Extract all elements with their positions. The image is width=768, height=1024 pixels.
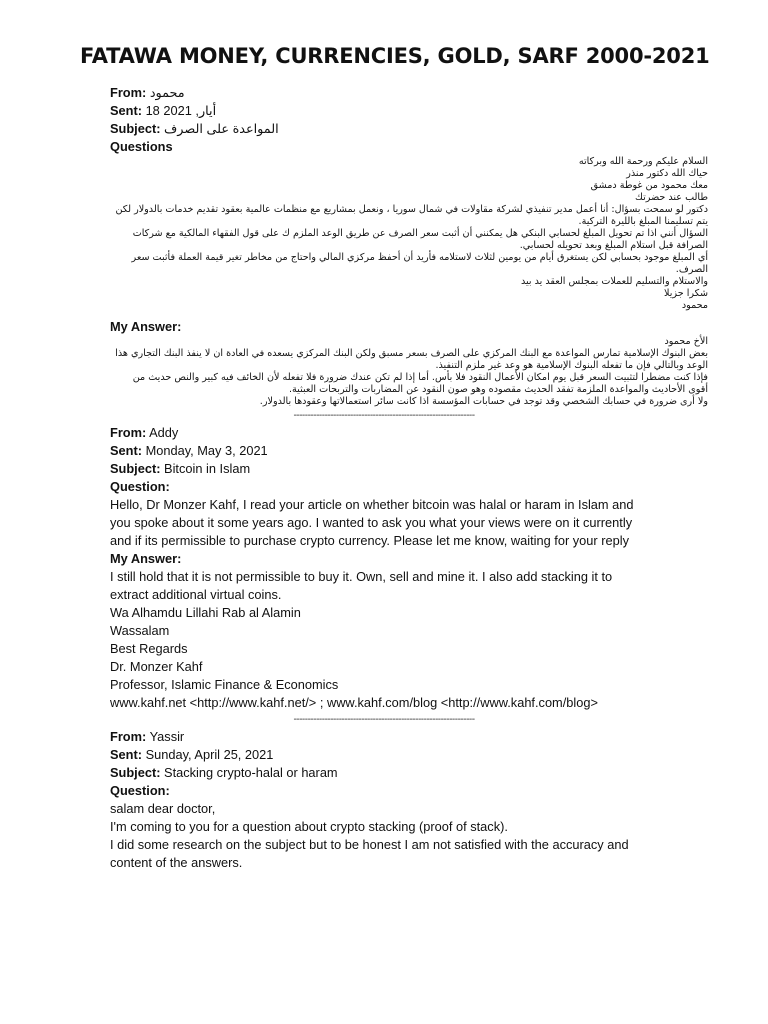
- from-value: Yassir: [149, 729, 185, 744]
- answer-line: Wassalam: [110, 623, 170, 638]
- subject-label: Subject:: [110, 461, 161, 476]
- my-answer-heading: My Answer:: [110, 319, 182, 334]
- arabic-answer-line: فإذا كنت مضطرا لتثبيت السعر قبل يوم امكان الأعمال النقود فلا بأس. أما إذا لم تكن عندك ضرورة فلا تفعله لأن الخائف فيه كبير والنص حديث من أقوى الأحاديث والمواعدة الملزمة تفقد الحديث مقصوده وهو صون النقود عن المضاربات والتربحات العبثية.: [132, 372, 708, 395]
- document-title: FATAWA MONEY, CURRENCIES, GOLD, SARF 2000-2021: [80, 44, 710, 68]
- arabic-answer-line: الأخ محمود: [664, 336, 708, 347]
- from-label: From:: [110, 85, 147, 100]
- question-line: I did some research on the subject but to be honest I am not satisfied with the accuracy and: [110, 837, 629, 852]
- arabic-question-line: حياك الله دكتور منذر: [626, 168, 708, 179]
- from-label: From:: [110, 425, 147, 440]
- arabic-question-line: والاستلام والتسليم للعملات بمجلس العقد يد بيد: [520, 276, 708, 287]
- from-line: [110, 728, 658, 746]
- arabic-question-block: [110, 156, 708, 312]
- subject-value: Bitcoin in Islam: [164, 461, 251, 476]
- from-value: Addy: [149, 425, 179, 440]
- question-heading: Question:: [110, 479, 170, 494]
- answer-line: Best Regards: [110, 641, 188, 656]
- question-heading: Question:: [110, 783, 170, 798]
- sent-label: Sent:: [110, 103, 142, 118]
- sent-value: Monday, May 3, 2021: [145, 443, 268, 458]
- arabic-question-line: السلام عليكم ورحمة الله وبركاته: [578, 156, 708, 167]
- my-answer-heading: My Answer:: [110, 551, 182, 566]
- question-line: Hello, Dr Monzer Kahf, I read your article on whether bitcoin was halal or haram in Islam and: [110, 497, 634, 512]
- sent-label: Sent:: [110, 747, 142, 762]
- arabic-question-line: معك محمود من غوطة دمشق: [590, 180, 708, 191]
- subject-line: [110, 764, 658, 782]
- arabic-question-line: أي المبلغ موجود بحسابي لكن يستغرق أيام من يومين لثلاث لاستلامه فأريد أن أحفظ مركزي المالي واحتاج من مخاطر تغير قيمة العملة فأثبت سعر الصرف.: [131, 252, 708, 275]
- subject-value: المواعدة على الصرف: [164, 121, 279, 136]
- questions-heading: Questions: [110, 139, 173, 154]
- arabic-question-line: دكتور لو سمحت بسؤال: أنا أعمل مدير تنفيذي لشركة مقاولات في شمال سوريا ، ونعمل بمشاريع مع منظمات عالمية بعقود تقديم خدمات بالدولار لكن يتم تسليمنا المبلغ بالليرة التركية.: [115, 204, 708, 227]
- separator-line: ----------------------------------------------------------------: [293, 410, 475, 421]
- arabic-answer-block: [110, 336, 708, 408]
- separator-line: ----------------------------------------------------------------: [293, 714, 475, 725]
- signature-title: Professor, Islamic Finance & Economics: [110, 677, 339, 692]
- message-1: [110, 84, 708, 422]
- question-line: I'm coming to you for a question about crypto stacking (proof of stack).: [110, 819, 508, 834]
- subject-line: [110, 460, 658, 478]
- subject-line: [110, 120, 658, 138]
- from-line: [110, 424, 658, 442]
- subject-label: Subject:: [110, 121, 161, 136]
- sent-label: Sent:: [110, 443, 142, 458]
- signature-links[interactable]: www.kahf.net <http://www.kahf.net/> ; www.kahf.com/blog <http://www.kahf.com/blog>: [110, 695, 598, 710]
- question-line: and if its permissible to purchase crypto currency. Please let me know, waiting for your reply: [110, 533, 629, 548]
- question-line: content of the answers.: [110, 855, 243, 870]
- arabic-question-line: طالب عند حضرتك: [635, 192, 708, 203]
- answer-line: I still hold that it is not permissible to buy it. Own, sell and mine it. I also add stacking it to: [110, 569, 613, 584]
- arabic-answer-line: بعض البنوك الإسلامية تمارس المواعدة مع البنك المركزي على الصرف بسعر مسبق ولكن البنك المركزي يسعده في العادة ان لا ينفذ البنك التجاري هذا الوعد وبالتالي فإن ما تفعله البنوك الإسلامية هو وعد غير ملزم التنفيذ.: [115, 348, 708, 371]
- subject-label: Subject:: [110, 765, 161, 780]
- subject-value: Stacking crypto-halal or haram: [164, 765, 338, 780]
- arabic-answer-line: ولا أرى ضرورة في حسابك الشخصي وقد توجد في حسابات المؤسسة اذا كانت سائر استعمالاتها وعقودها بالدولار.: [259, 396, 708, 407]
- answer-line: Wa Alhamdu Lillahi Rab al Alamin: [110, 605, 301, 620]
- sent-value: 18 أيار, 2021: [145, 103, 217, 118]
- arabic-question-line: محمود: [681, 300, 708, 311]
- arabic-question-line: شكرا جزيلا: [664, 288, 708, 299]
- arabic-question-line: السؤال أنني اذا تم تحويل المبلغ لحسابي البنكي هل يمكنني أن أثبت سعر الصرف عن طريق الوعد الملزم ك على قول الفقهاء المالكية مع شركات الصرافة قبل استلام المبلغ وبعد تحويله لحسابي.: [132, 228, 708, 251]
- answer-line: extract additional virtual coins.: [110, 587, 282, 602]
- sent-value: Sunday, April 25, 2021: [145, 747, 274, 762]
- question-line: you spoke about it some years ago. I wanted to ask you what your views were on it currently: [110, 515, 633, 530]
- question-line: salam dear doctor,: [110, 801, 216, 816]
- from-value: محمود: [149, 85, 185, 100]
- from-label: From:: [110, 729, 147, 744]
- message-3: [110, 728, 658, 872]
- signature-name: Dr. Monzer Kahf: [110, 659, 203, 674]
- message-2: [110, 424, 658, 726]
- from-line: [110, 84, 658, 102]
- sent-line: [110, 442, 658, 460]
- sent-line: [110, 102, 658, 120]
- sent-line: [110, 746, 658, 764]
